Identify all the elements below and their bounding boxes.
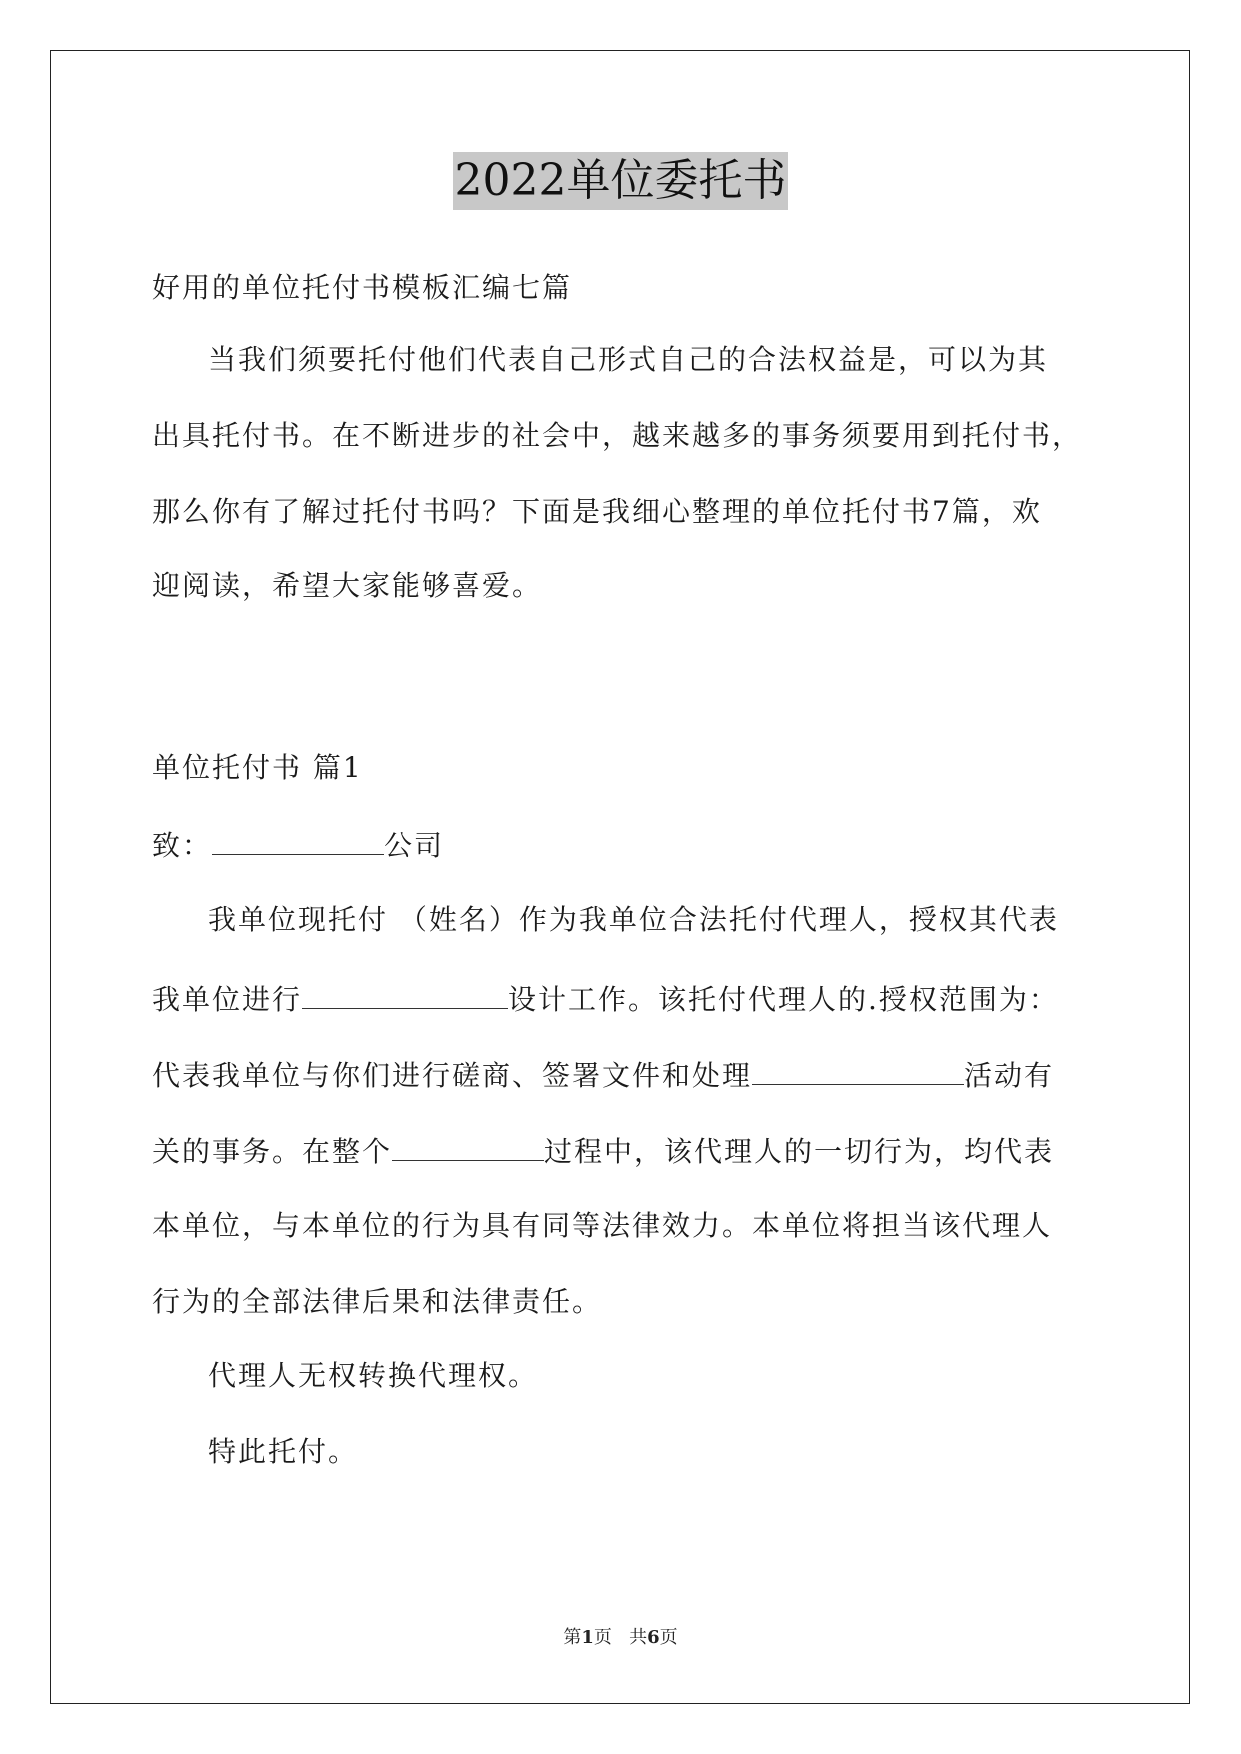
body-line-2 <box>152 978 1059 1020</box>
body-line-7: 代理人无权转换代理权。 <box>208 1359 539 1392</box>
document-subtitle: 好用的单位托付书模板汇编七篇 <box>152 271 573 304</box>
body-line-4 <box>152 1130 1054 1172</box>
recipient-blank <box>212 824 384 855</box>
intro-line-2: 出具托付书。在不断进步的社会中，越来越多的事务须要用到托付书， <box>152 419 1083 452</box>
body-line-1: 我单位现托付 （姓名）作为我单位合法托付代理人，授权其代表 <box>208 903 1059 936</box>
recipient-line <box>152 824 444 866</box>
footer-current-page: 1 <box>581 1627 594 1648</box>
recipient-prefix: 致： <box>152 829 213 862</box>
body-line-3-part-b: 活动有 <box>964 1059 1055 1092</box>
footer-total-pages: 6 <box>647 1627 660 1648</box>
intro-line-3: 那么你有了解过托付书吗？下面是我细心整理的单位托付书7篇，欢 <box>152 495 1042 528</box>
intro-line-4: 迎阅读，希望大家能够喜爱。 <box>152 569 543 602</box>
footer-suffix: 页 <box>659 1627 678 1648</box>
process-blank <box>392 1130 544 1161</box>
body-line-3 <box>152 1054 1054 1096</box>
body-line-3-part-a: 代表我单位与你们进行磋商、签署文件和处理 <box>152 1059 753 1092</box>
body-line-4-part-a: 关的事务。在整个 <box>152 1135 393 1168</box>
footer-prefix: 第 <box>563 1627 582 1648</box>
body-line-6: 行为的全部法律后果和法律责任。 <box>152 1285 603 1318</box>
activity-blank <box>752 1054 964 1085</box>
body-line-2-part-b: 设计工作。该托付代理人的.授权范围为： <box>508 983 1059 1016</box>
footer-middle: 页 共 <box>593 1627 648 1648</box>
intro-line-1: 当我们须要托付他们代表自己形式自己的合法权益是，可以为其 <box>208 343 1049 376</box>
recipient-suffix: 公司 <box>384 829 445 862</box>
section-heading: 单位托付书 篇1 <box>152 751 363 784</box>
body-line-8: 特此托付。 <box>208 1435 359 1468</box>
project-blank <box>302 978 508 1009</box>
body-line-5: 本单位，与本单位的行为具有同等法律效力。本单位将担当该代理人 <box>152 1209 1053 1242</box>
body-line-4-part-b: 过程中，该代理人的一切行为，均代表 <box>544 1135 1055 1168</box>
page-footer <box>0 1626 1241 1650</box>
body-line-2-part-a: 我单位进行 <box>152 983 303 1016</box>
title-container <box>0 152 1241 210</box>
document-title: 2022单位委托书 <box>453 152 789 210</box>
